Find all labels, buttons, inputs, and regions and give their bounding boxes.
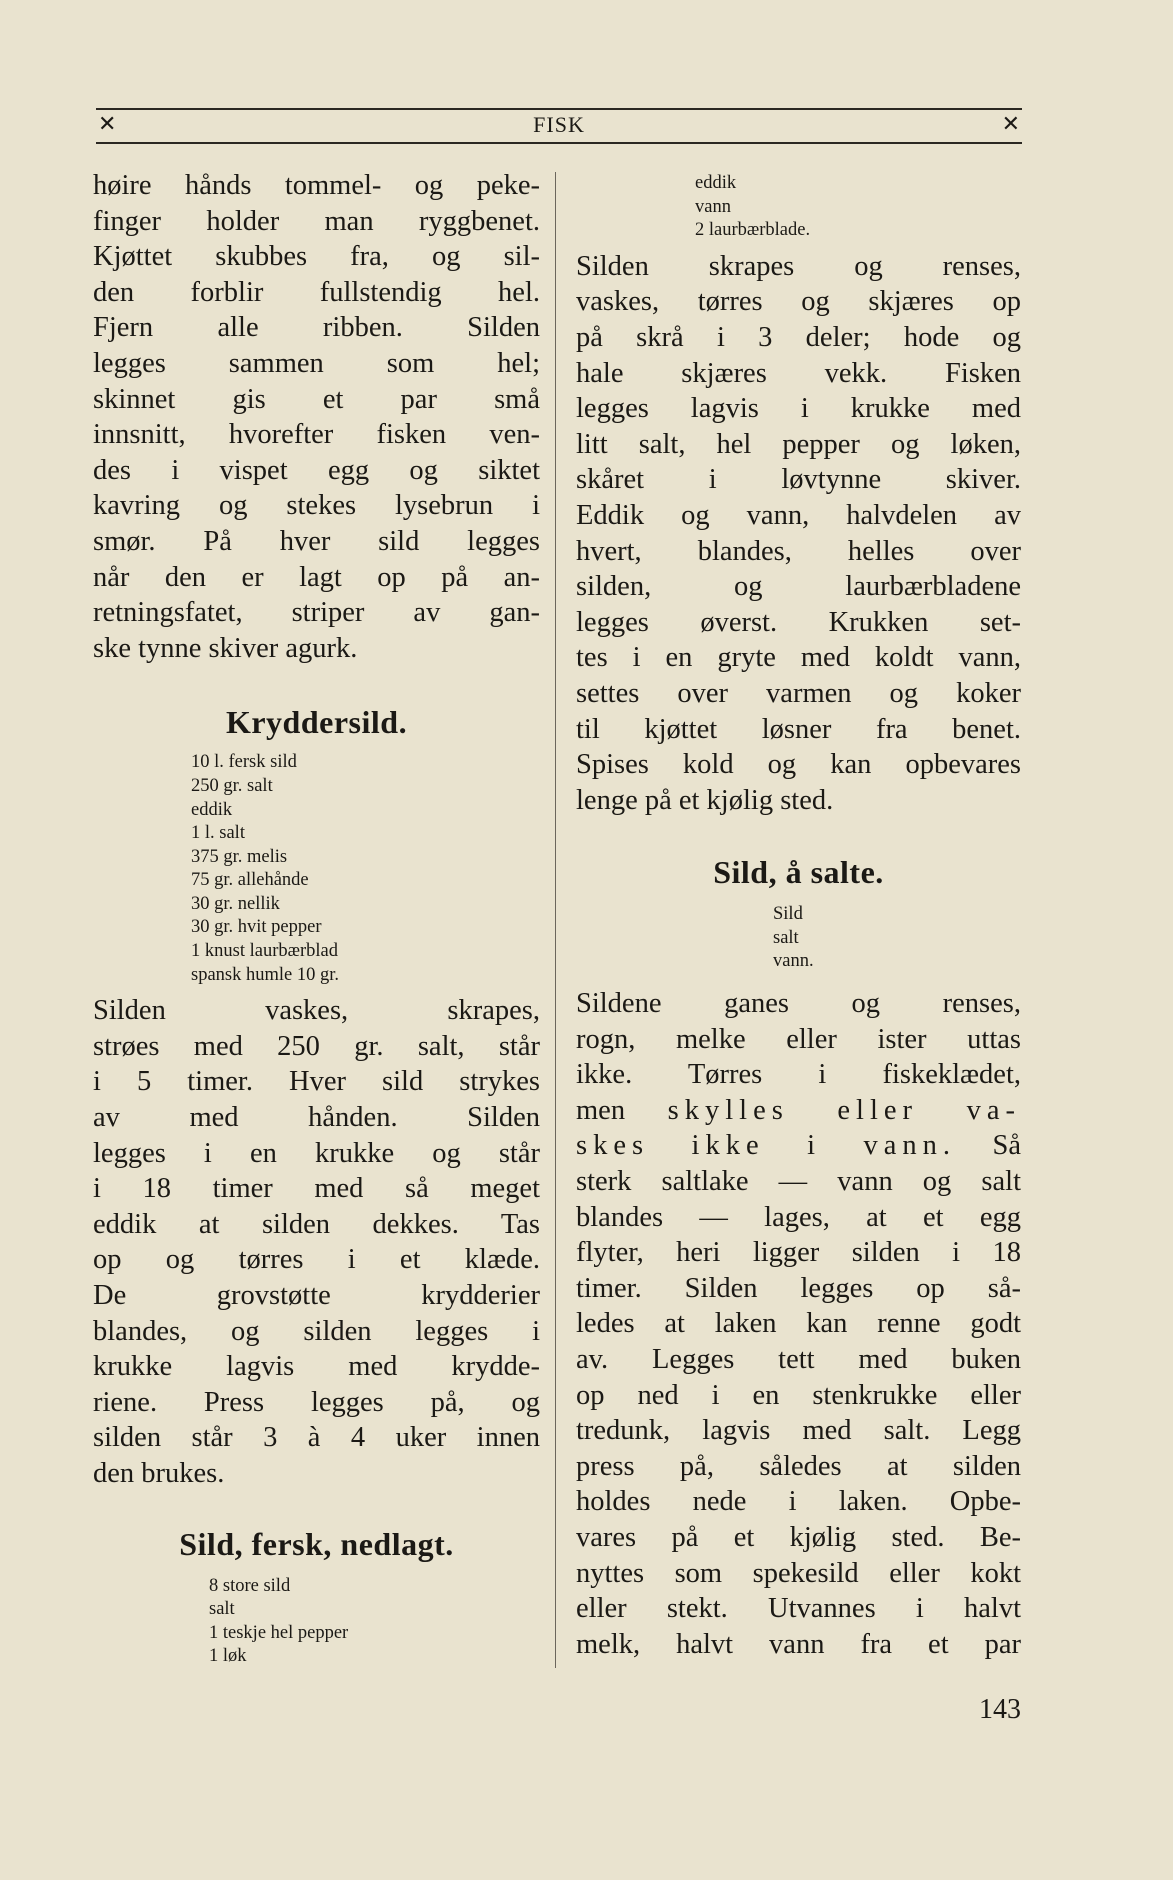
method-paragraph-sild-salte <box>576 986 1021 1662</box>
intro-paragraph <box>93 168 540 666</box>
text-line: legges i en krukke og står <box>93 1137 540 1169</box>
left-column <box>93 168 540 1669</box>
ingredient-list-sild-fersk <box>209 1575 540 1669</box>
text-fragment: men <box>576 1094 626 1126</box>
ingredient-item: salt <box>209 1599 235 1620</box>
text-line: blandes, og silden legges i <box>93 1315 540 1347</box>
header-top-rule <box>96 108 1022 110</box>
text-line: av med hånden. Silden <box>93 1102 540 1134</box>
text-line: krukke lagvis med krydde- <box>93 1351 540 1383</box>
method-paragraph-sild-fersk <box>576 249 1021 819</box>
text-line-spaced <box>576 1093 1021 1129</box>
ingredient-item: Sild <box>773 904 803 925</box>
text-line: når den er lagt op på an- <box>93 561 540 593</box>
text-line: tredunk, lagvis med salt. Legg <box>576 1415 1021 1447</box>
text-line: rogn, melke eller ister uttas <box>576 1023 1021 1055</box>
text-line: til kjøttet løsner fra benet. <box>576 713 1021 745</box>
text-line: den forblir fullstendig hel. <box>93 276 540 308</box>
text-line: skinnet gis et par små <box>93 383 540 415</box>
ornament-right-icon: ✕ <box>1001 112 1020 137</box>
text-line: sterk saltlake — vann og salt <box>576 1166 1021 1198</box>
ingredient-item: eddik <box>191 799 233 820</box>
text-line: op og tørres i et klæde. <box>93 1244 540 1276</box>
ingredient-item: 250 gr. salt <box>191 775 273 796</box>
text-line: legges lagvis i krukke med <box>576 393 1021 425</box>
text-line: Silden vaskes, skrapes, <box>93 995 540 1027</box>
text-line: retningsfatet, striper av gan- <box>93 597 540 629</box>
text-line: flyter, heri ligger silden i 18 <box>576 1237 1021 1269</box>
right-column <box>576 168 1021 1662</box>
text-line: skåret i løvtynne skiver. <box>576 464 1021 496</box>
text-line: Sildene ganes og renses, <box>576 988 1021 1020</box>
ingredient-item: 30 gr. nellik <box>191 893 280 914</box>
text-line: av. Legges tett med buken <box>576 1344 1021 1375</box>
text-line: hale skjæres vekk. Fisken <box>576 357 1021 389</box>
text-line: tes i en gryte med koldt vann, <box>576 642 1021 674</box>
ingredient-list-kryddersild <box>191 751 540 987</box>
text-line: ikke. Tørres i fiskeklædet, <box>576 1059 1021 1091</box>
text-line: den brukes. <box>93 1457 225 1489</box>
text-line: høire hånds tommel- og peke- <box>93 170 540 201</box>
text-line-spaced <box>576 1128 1021 1164</box>
ingredient-item: 375 gr. melis <box>191 846 288 867</box>
text-line: eddik at silden dekkes. Tas <box>93 1208 540 1240</box>
text-line: innsnitt, hvorefter fisken ven- <box>93 419 540 451</box>
running-header <box>96 104 1022 140</box>
text-line: blandes — lages, at et egg <box>576 1201 1021 1233</box>
text-line: Fjern alle ribben. Silden <box>93 312 540 344</box>
ingredient-item: 30 gr. hvit pepper <box>191 917 322 938</box>
header-title: FISK <box>533 112 585 137</box>
text-line: Silden skrapes og renses, <box>576 250 1021 282</box>
text-line: des i vispet egg og siktet <box>93 454 540 486</box>
text-line: legges øverst. Krukken set- <box>576 606 1021 638</box>
text-line: Eddik og vann, halvdelen av <box>576 499 1021 531</box>
spaced-emphasis: skes ikke i vann. <box>576 1130 957 1162</box>
recipe-title-kryddersild: Kryddersild. <box>225 704 408 741</box>
page-number: 143 <box>979 1694 1021 1725</box>
ornament-left-icon: ✕ <box>98 112 117 137</box>
ingredient-item: 1 l. salt <box>191 823 245 844</box>
ingredient-item: vann <box>695 196 731 217</box>
text-line: riene. Press legges på, og <box>93 1386 540 1418</box>
ingredient-item: eddik <box>695 173 737 193</box>
ingredient-item: spansk humle 10 gr. <box>191 964 339 985</box>
text-line: Kjøttet skubbes fra, og sil- <box>93 241 540 273</box>
ingredient-item: 1 løk <box>209 1646 247 1667</box>
text-line: smør. På hver sild legges <box>93 525 540 557</box>
text-line: op ned i en stenkrukke eller <box>576 1379 1021 1411</box>
ingredient-item: 1 knust laurbærblad <box>191 941 338 962</box>
text-line: legges sammen som hel; <box>93 347 540 379</box>
recipe-title-sild-salte: Sild, å salte. <box>713 854 884 891</box>
method-paragraph-kryddersild <box>93 993 540 1491</box>
text-line: silden står 3 à 4 uker innen <box>93 1422 540 1454</box>
spaced-emphasis: skylles eller va- <box>667 1094 1021 1126</box>
ingredient-list-sild-fersk-cont <box>695 172 1021 243</box>
ingredient-item: salt <box>773 927 799 948</box>
text-line: nyttes som spekesild eller kokt <box>576 1557 1021 1589</box>
text-line: strøes med 250 gr. salt, står <box>93 1030 540 1062</box>
text-line: ske tynne skiver agurk. <box>93 632 358 664</box>
text-line: settes over varmen og koker <box>576 677 1021 709</box>
ingredient-item: vann. <box>773 951 814 972</box>
text-line: finger holder man ryggbenet. <box>93 205 540 237</box>
text-line: i 5 timer. Hver sild strykes <box>93 1066 540 1098</box>
text-line: ledes at laken kan renne godt <box>576 1308 1021 1340</box>
text-line: melk, halvt vann fra et par <box>576 1628 1021 1660</box>
text-line: litt salt, hel pepper og løken, <box>576 428 1021 460</box>
column-divider <box>555 172 556 1668</box>
text-line: Spises kold og kan opbevares <box>576 749 1021 781</box>
ingredient-list-sild-salte <box>773 903 1021 974</box>
ingredient-item: 2 laurbærblade. <box>695 220 811 241</box>
text-line: De grovstøtte krydderier <box>93 1280 540 1311</box>
text-line: press på, således at silden <box>576 1450 1021 1482</box>
text-line: på skrå i 3 deler; hode og <box>576 321 1021 353</box>
text-line: hvert, blandes, helles over <box>576 535 1021 567</box>
ingredient-item: 1 teskje hel pepper <box>209 1622 349 1643</box>
text-line: vares på et kjølig sted. Be- <box>576 1521 1021 1553</box>
ingredient-item: 75 gr. allehånde <box>191 870 309 891</box>
text-line: lenge på et kjølig sted. <box>576 784 834 816</box>
text-line: kavring og stekes lysebrun i <box>93 490 540 522</box>
ingredient-item: 10 l. fersk sild <box>191 752 297 773</box>
recipe-title-sild-fersk: Sild, fersk, nedlagt. <box>179 1525 454 1562</box>
text-line: timer. Silden legges op så- <box>576 1272 1021 1304</box>
text-fragment: Så <box>992 1130 1022 1162</box>
text-line: eller stekt. Utvannes i halvt <box>576 1593 1021 1625</box>
text-line: vaskes, tørres og skjæres op <box>576 286 1021 318</box>
text-line: holdes nede i laken. Opbe- <box>576 1486 1021 1518</box>
text-line: i 18 timer med så meget <box>93 1173 540 1205</box>
text-line: silden, og laurbærbladene <box>576 571 1021 603</box>
header-bottom-rule <box>96 142 1022 144</box>
ingredient-item: 8 store sild <box>209 1575 291 1596</box>
